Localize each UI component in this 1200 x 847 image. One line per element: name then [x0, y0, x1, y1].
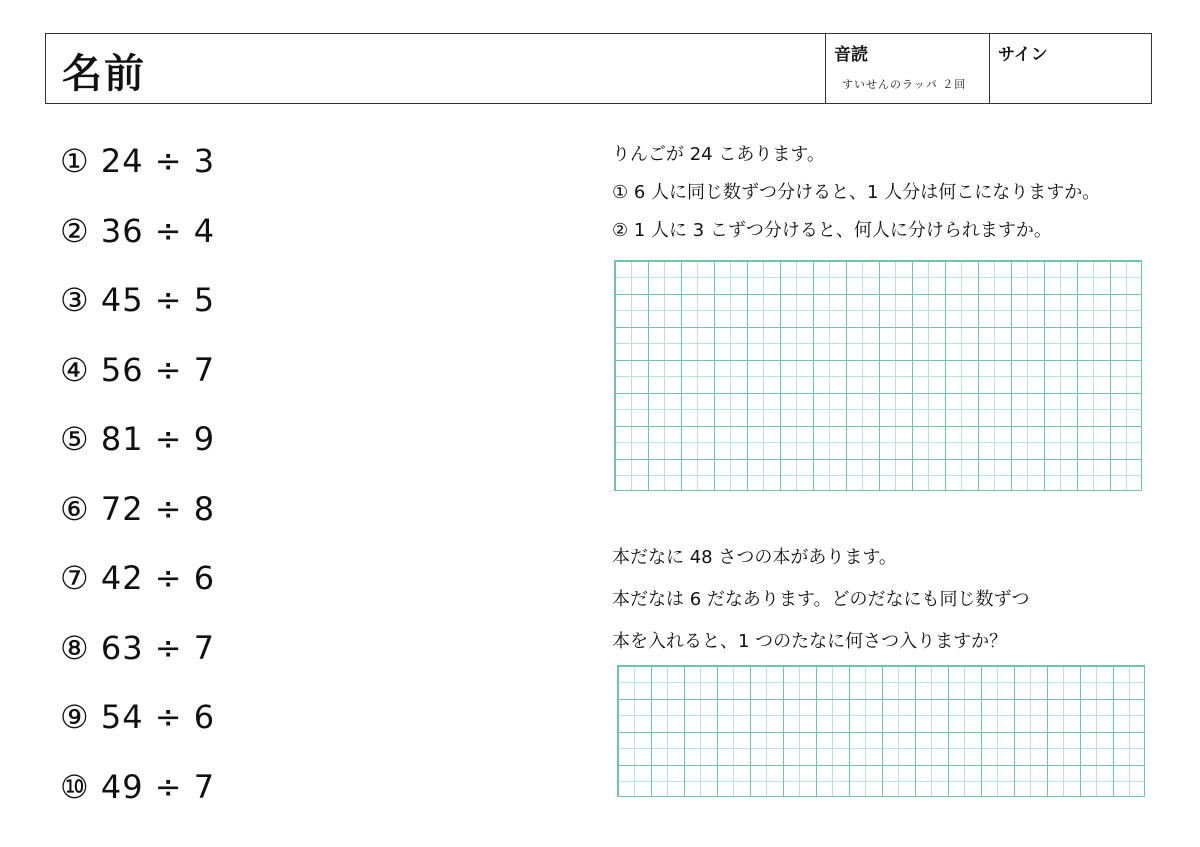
ondoku-label: 音読	[834, 45, 868, 65]
problem-7: ⑦ 42 ÷ 6	[60, 559, 216, 597]
sign-label: サイン	[998, 45, 1048, 65]
header-table	[45, 33, 1152, 104]
name-label: 名前	[62, 51, 146, 97]
problem-4: ④ 56 ÷ 7	[60, 350, 216, 389]
problem-10: ⑩ 49 ÷ 7	[60, 767, 216, 806]
word-problem-1-line-2: ① 6 人に同じ数ずつ分けると、1 人分は何こになりますか。	[612, 182, 1101, 203]
sign-cell	[989, 34, 1151, 103]
word-problem-1-line-3: ② 1 人に 3 こずつ分けると、何人に分けられますか。	[612, 220, 1052, 241]
word-problem-1-line-1: りんごが 24 こあります。	[612, 144, 825, 165]
problem-6: ⑥ 72 ÷ 8	[60, 489, 216, 528]
answer-grid-1[interactable]	[614, 260, 1142, 491]
problem-3: ③ 45 ÷ 5	[60, 281, 216, 319]
answer-grid-2[interactable]	[617, 665, 1145, 797]
ondoku-detail: すいせんのラッパ ２回	[842, 78, 967, 91]
problem-1: ① 24 ÷ 3	[60, 142, 216, 180]
problem-5: ⑤ 81 ÷ 9	[60, 420, 216, 458]
word-problem-2-line-1: 本だなに 48 さつの本があります。	[612, 547, 897, 568]
ondoku-cell	[825, 34, 989, 103]
problem-8: ⑧ 63 ÷ 7	[60, 628, 216, 667]
problem-2: ② 36 ÷ 4	[60, 211, 216, 250]
problem-9: ⑨ 54 ÷ 6	[60, 698, 216, 736]
word-problem-2-line-3: 本を入れると、1 つのたなに何さつ入りますか？	[612, 631, 1008, 652]
word-problem-2-line-2: 本だなは 6 だなあります。どのだなにも同じ数ずつ	[612, 589, 1030, 610]
